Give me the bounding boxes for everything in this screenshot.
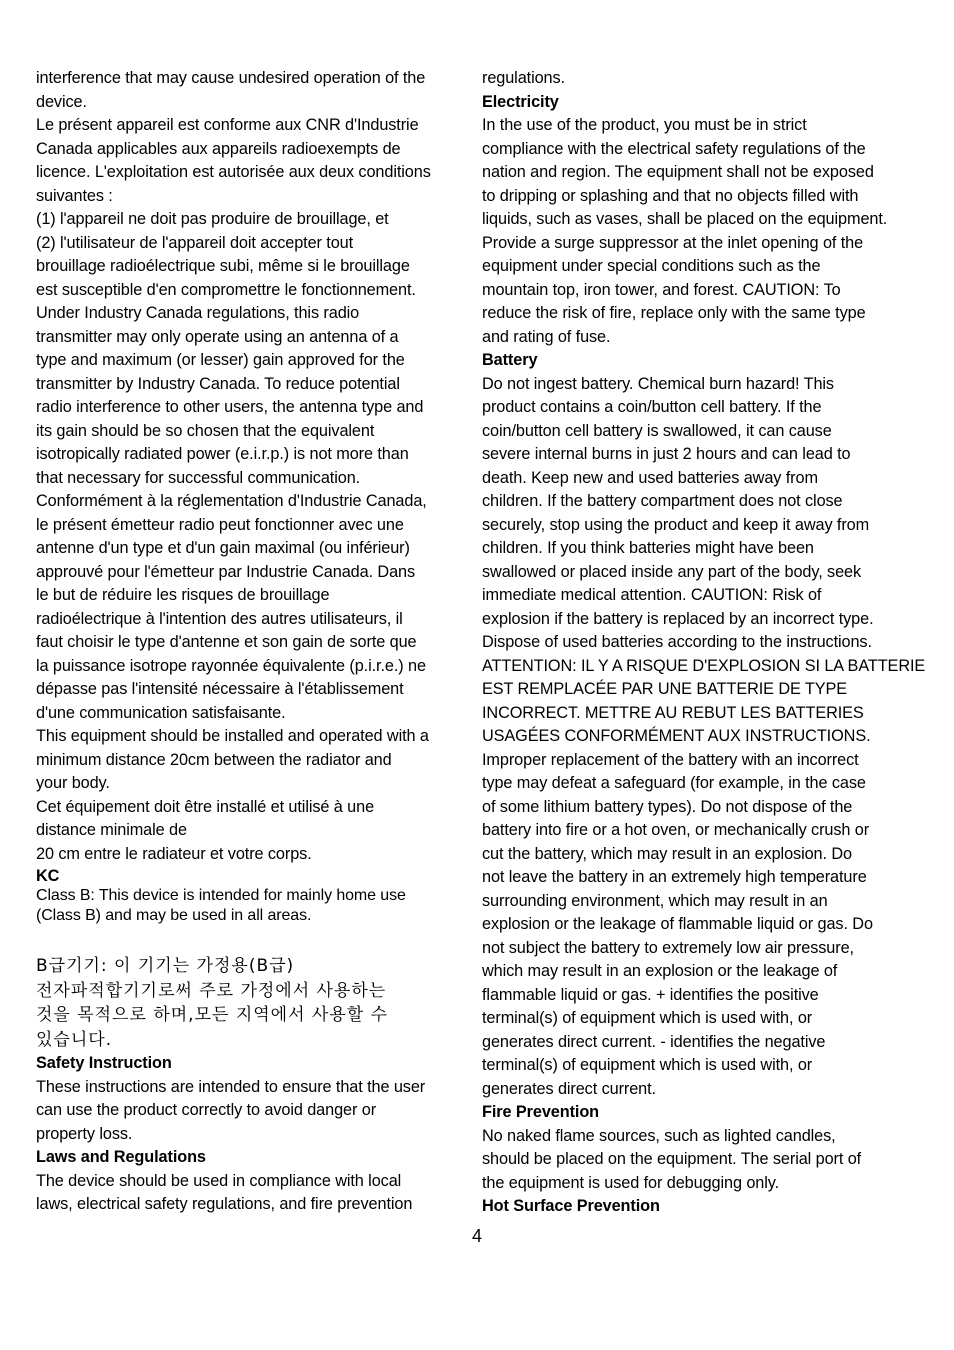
text-line: isotropically radiated power (e.i.r.p.) is not more than xyxy=(36,445,409,463)
text-line: Cet équipement doit être installé et utilisé à une xyxy=(36,797,375,816)
text-line: This equipment should be installed and operated with a xyxy=(36,727,429,745)
text-line: not leave the battery in an extremely high temperature xyxy=(482,868,867,886)
ic-compliance-text xyxy=(36,67,478,866)
text-line: Conformément à la réglementation d'Industrie Canada, xyxy=(36,492,427,510)
battery-body xyxy=(482,373,927,1102)
text-line: 20 cm entre le radiateur et votre corps. xyxy=(36,844,312,863)
text-line: ATTENTION: IL Y A RISQUE D'EXPLOSION SI LA BATTERIE xyxy=(482,656,926,675)
battery-heading: Battery xyxy=(482,351,538,369)
text-line: Canada applicables aux appareils radioexempts de xyxy=(36,139,401,158)
text-line: mountain top, iron tower, and forest. CAUTION: To xyxy=(482,280,841,299)
text-line: transmitter may only operate using an antenna of a xyxy=(36,327,399,346)
text-line: dépasse pas l'intensité nécessaire à l'établissement xyxy=(36,680,404,698)
kc-body xyxy=(36,886,478,925)
text-line: flammable liquid or gas. + identifies the positive xyxy=(482,985,819,1004)
text-line: children. If the battery compartment does not close xyxy=(482,492,843,510)
text-line: 것을 목적으로 하며,모든 지역에서 사용할 수 xyxy=(36,1005,389,1025)
text-line: (2) l'utilisateur de l'appareil doit accepter tout xyxy=(36,233,354,252)
laws-regulations-heading: Laws and Regulations xyxy=(36,1148,206,1166)
text-line: suivantes : xyxy=(36,186,113,205)
text-line: EST REMPLACÉE PAR UNE BATTERIE DE TYPE xyxy=(482,680,848,698)
electricity-body xyxy=(482,114,927,349)
text-line: can use the product correctly to avoid danger or xyxy=(36,1101,377,1119)
text-line: laws, electrical safety regulations, and fire prevention xyxy=(36,1195,413,1213)
kc-section xyxy=(36,866,478,925)
text-line: Class B: This device is intended for mainly home use xyxy=(36,887,406,904)
safety-instruction-heading: Safety Instruction xyxy=(36,1054,172,1072)
text-line: (1) l'appareil ne doit pas produire de brouillage, et xyxy=(36,210,389,228)
text-line: 전자파적합기기로써 주로 가정에서 사용하는 xyxy=(36,980,387,1001)
electricity-heading: Electricity xyxy=(482,92,559,111)
text-line: surrounding environment, which may result in an xyxy=(482,891,828,910)
korean-notice xyxy=(36,954,478,1052)
text-line: INCORRECT. METTRE AU REBUT LES BATTERIES xyxy=(482,703,864,722)
text-line: Dispose of used batteries according to the instructions. xyxy=(482,633,872,651)
left-column xyxy=(36,67,478,1217)
text-line: swallowed or placed inside any part of the body, seek xyxy=(482,562,862,581)
text-line: death. Keep new and used batteries away from xyxy=(482,468,818,487)
right-column xyxy=(482,67,927,1219)
text-line: severe internal burns in just 2 hours and can lead to xyxy=(482,445,851,463)
text-line: cut the battery, which may result in an explosion. Do xyxy=(482,844,852,863)
text-line: USAGÉES CONFORMÉMENT AUX INSTRUCTIONS. xyxy=(482,727,871,745)
laws-regulations-body xyxy=(36,1170,478,1217)
text-line: transmitter by Industry Canada. To reduce potential xyxy=(36,374,400,393)
text-line: The device should be used in compliance with local xyxy=(36,1171,402,1190)
text-line: radioélectrique à l'intention des autres utilisateurs, il xyxy=(36,609,403,628)
text-line: device. xyxy=(36,92,87,111)
kc-heading: KC xyxy=(36,867,60,885)
text-line: type and maximum (or lesser) gain approved for the xyxy=(36,351,405,369)
text-line: its gain should be so chosen that the equivalent xyxy=(36,421,375,440)
text-line: Do not ingest battery. Chemical burn hazard! This xyxy=(482,374,834,393)
text-line: which may result in an explosion or the leakage of xyxy=(482,962,838,980)
text-line: regulations. xyxy=(482,69,565,87)
text-line: to dripping or splashing and that no objects filled with xyxy=(482,186,859,205)
text-line: These instructions are intended to ensure that the user xyxy=(36,1077,426,1096)
text-line: la puissance isotrope rayonnée équivalente (p.i.r.e.) ne xyxy=(36,656,426,675)
text-line: interference that may cause undesired operation of the xyxy=(36,69,426,87)
text-line: terminal(s) of equipment which is used with, or xyxy=(482,1009,813,1027)
text-line: 있습니다. xyxy=(36,1029,113,1050)
safety-instruction-body xyxy=(36,1076,478,1147)
text-line: of some lithium battery types). Do not dispose of the xyxy=(482,797,853,816)
text-line: le présent émetteur radio peut fonctionner avec une xyxy=(36,515,404,534)
text-line: le but de réduire les risques de brouillage xyxy=(36,586,330,604)
text-line: faut choisir le type d'antenne et son gain de sorte que xyxy=(36,633,417,651)
text-line: Under Industry Canada regulations, this radio xyxy=(36,304,360,322)
text-line: product contains a coin/button cell battery. If the xyxy=(482,398,822,416)
page-number: 4 xyxy=(471,1226,482,1246)
text-line: minimum distance 20cm between the radiator and xyxy=(36,750,392,769)
text-line: approuvé pour l'émetteur par Industrie Canada. Dans xyxy=(36,562,416,581)
text-line: B급기기: 이 기기는 가정용(B급) xyxy=(36,956,295,976)
text-line: No naked flame sources, such as lighted candles, xyxy=(482,1126,836,1145)
text-line: licence. L'exploitation est autorisée aux deux conditions xyxy=(36,163,431,181)
text-line: equipment under special conditions such as the xyxy=(482,257,821,275)
text-line: distance minimale de xyxy=(36,821,187,839)
text-line: and rating of fuse. xyxy=(482,327,611,346)
text-line: Le présent appareil est conforme aux CNR d'Industrie xyxy=(36,116,419,134)
text-line: Provide a surge suppressor at the inlet opening of the xyxy=(482,233,864,252)
text-line: terminal(s) of equipment which is used with, or xyxy=(482,1056,813,1074)
text-line: securely, stop using the product and keep it away from xyxy=(482,515,870,534)
text-line: est susceptible d'en compromettre le fonctionnement. xyxy=(36,280,416,299)
fire-prevention-body xyxy=(482,1125,927,1196)
text-line: not subject the battery to extremely low air pressure, xyxy=(482,938,854,957)
text-line: antenne d'un type et d'un gain maximal (ou inférieur) xyxy=(36,539,410,557)
text-line: compliance with the electrical safety regulations of the xyxy=(482,139,866,158)
text-line: brouillage radioélectrique subi, même si le brouillage xyxy=(36,257,410,275)
text-line: should be placed on the equipment. The serial port of xyxy=(482,1150,862,1168)
text-line: (Class B) and may be used in all areas. xyxy=(36,906,312,924)
regulations-continued xyxy=(482,67,927,91)
text-line: In the use of the product, you must be in strict xyxy=(482,116,807,134)
text-line: radio interference to other users, the antenna type and xyxy=(36,398,424,416)
text-line: explosion or the leakage of flammable liquid or gas. Do xyxy=(482,915,873,933)
hot-surface-heading: Hot Surface Prevention xyxy=(482,1197,660,1215)
text-line: children. If you think batteries might have been xyxy=(482,539,814,557)
text-line: battery into fire or a hot oven, or mechanically crush or xyxy=(482,821,870,839)
text-line: that necessary for successful communication. xyxy=(36,468,361,487)
text-line: immediate medical attention. CAUTION: Risk of xyxy=(482,586,822,604)
text-line: property loss. xyxy=(36,1124,133,1143)
text-line: liquids, such as vases, shall be placed on the equipment. xyxy=(482,210,888,228)
fire-prevention-heading: Fire Prevention xyxy=(482,1103,600,1121)
text-line: your body. xyxy=(36,774,110,792)
text-line: Improper replacement of the battery with an incorrect xyxy=(482,750,859,769)
text-line: d'une communication satisfaisante. xyxy=(36,703,286,722)
text-line: type may defeat a safeguard (for example, in the case xyxy=(482,774,866,792)
text-line: the equipment is used for debugging only. xyxy=(482,1173,780,1192)
text-line: generates direct current. - identifies the negative xyxy=(482,1032,826,1051)
text-line: generates direct current. xyxy=(482,1079,656,1098)
text-line: explosion if the battery is replaced by an incorrect type. xyxy=(482,609,874,628)
text-line: coin/button cell battery is swallowed, it can cause xyxy=(482,421,832,440)
text-line: nation and region. The equipment shall not be exposed xyxy=(482,163,874,181)
text-line: reduce the risk of fire, replace only with the same type xyxy=(482,304,866,322)
